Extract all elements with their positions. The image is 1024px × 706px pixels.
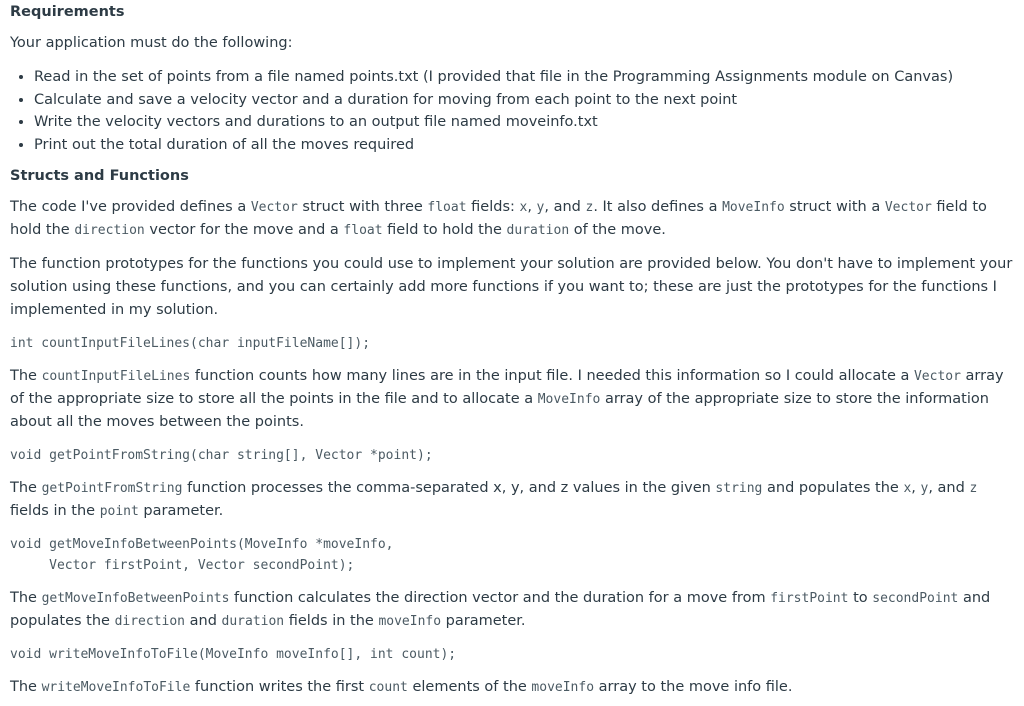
code-count-input-file-lines: int countInputFileLines(char inputFileName[]); [10, 336, 371, 351]
text: and [185, 613, 222, 629]
text: field to hold the [10, 199, 987, 238]
code-function-name: writeMoveInfoToFile [41, 680, 191, 695]
text: parameter. [138, 503, 224, 519]
text: vector for the move and a [144, 222, 344, 238]
text: fields: [466, 199, 520, 215]
text: function writes the first [190, 679, 369, 695]
count-input-file-lines-description [10, 365, 1018, 434]
text: , [911, 480, 921, 496]
code-first-point: firstPoint [770, 591, 849, 606]
text: elements of the [407, 679, 532, 695]
list-item: • Print out the total duration of all the moves required [34, 134, 1018, 157]
code-vector: Vector [250, 200, 298, 215]
text: array of the appropriate size to store the information about all the moves between the points. [10, 391, 989, 430]
code-direction: direction [74, 223, 145, 238]
requirements-list [10, 66, 1018, 156]
code-y: y [920, 481, 929, 496]
code-y: y [536, 200, 545, 215]
text: struct with three [297, 199, 428, 215]
code-get-point-from-string: void getPointFromString(char string[], Vector *point); [10, 448, 433, 463]
requirements-intro: Your application must do the following: [10, 35, 293, 51]
text: struct with a [784, 199, 885, 215]
list-item: • Write the velocity vectors and durations to an output file named moveinfo.txt [34, 111, 1018, 134]
get-move-info-between-points-description [10, 587, 1018, 633]
text: of the move. [569, 222, 666, 238]
text: array of the appropriate size to store all the points in the file and to allocate a [10, 368, 1004, 407]
list-item: • Read in the set of points from a file named points.txt (I provided that file in the Programming Assignments module on Canvas) [34, 66, 1018, 89]
text: The [10, 480, 42, 496]
code-x: x [519, 200, 528, 215]
list-item: • Calculate and save a velocity vector and a duration for moving from each point to the next point [34, 89, 1018, 112]
code-write-move-info-to-file: void writeMoveInfoToFile(MoveInfo moveInfo[], int count); [10, 647, 457, 662]
requirements-heading: Requirements [10, 4, 125, 20]
code-get-move-info-between-points: void getMoveInfoBetweenPoints(MoveInfo *moveInfo, Vector firstPoint, Vector secondPoint); [10, 537, 394, 573]
code-vector: Vector [884, 200, 932, 215]
text: function processes the comma-separated x, y, and z values in the given [182, 480, 716, 496]
text: , and [928, 480, 970, 496]
text: , and [544, 199, 586, 215]
code-duration: duration [506, 223, 570, 238]
code-vector: Vector [913, 369, 961, 384]
code-second-point: secondPoint [872, 591, 959, 606]
text: , [527, 199, 537, 215]
code-moveinfo: moveInfo [531, 680, 595, 695]
text: array to the move info file. [594, 679, 793, 695]
code-direction: direction [114, 614, 186, 629]
text: to [848, 590, 873, 606]
code-moveinfo: MoveInfo [537, 392, 601, 407]
code-point: point [99, 504, 139, 519]
structs-paragraph [10, 196, 1018, 242]
code-x: x [903, 481, 912, 496]
code-function-name: getMoveInfoBetweenPoints [41, 591, 230, 606]
text: The [10, 679, 42, 695]
text: and populates the [762, 480, 904, 496]
get-point-from-string-description [10, 477, 1018, 523]
text: . It also defines a [593, 199, 723, 215]
text: function counts how many lines are in the input file. I needed this information so I could allocate a [190, 368, 914, 384]
text: parameter. [441, 613, 526, 629]
text: function calculates the direction vector and the duration for a move from [229, 590, 771, 606]
code-z: z [585, 200, 594, 215]
code-function-name: countInputFileLines [41, 369, 191, 384]
code-function-name: getPointFromString [41, 481, 183, 496]
prototypes-paragraph: The function prototypes for the functions you could use to implement your solution are provided below. You don't have to implement your solution using these functions, and you can certainly add more functions if you want to; these are just the prototypes for the functions I implemented in my solution. [10, 256, 1013, 318]
text: The [10, 368, 42, 384]
code-float: float [427, 200, 467, 215]
text: fields in the [284, 613, 379, 629]
text: The code I've provided defines a [10, 199, 251, 215]
code-moveinfo: MoveInfo [722, 200, 785, 215]
code-moveinfo: moveInfo [378, 614, 442, 629]
write-move-info-to-file-description [10, 676, 1018, 699]
code-duration: duration [221, 614, 285, 629]
code-float: float [343, 223, 383, 238]
text: field to hold the [382, 222, 507, 238]
code-z: z [969, 481, 978, 496]
text: fields in the [10, 503, 100, 519]
text: The [10, 590, 42, 606]
code-count: count [368, 680, 408, 695]
structs-heading: Structs and Functions [10, 168, 189, 184]
text: and populates the [10, 590, 991, 629]
code-string: string [715, 481, 763, 496]
